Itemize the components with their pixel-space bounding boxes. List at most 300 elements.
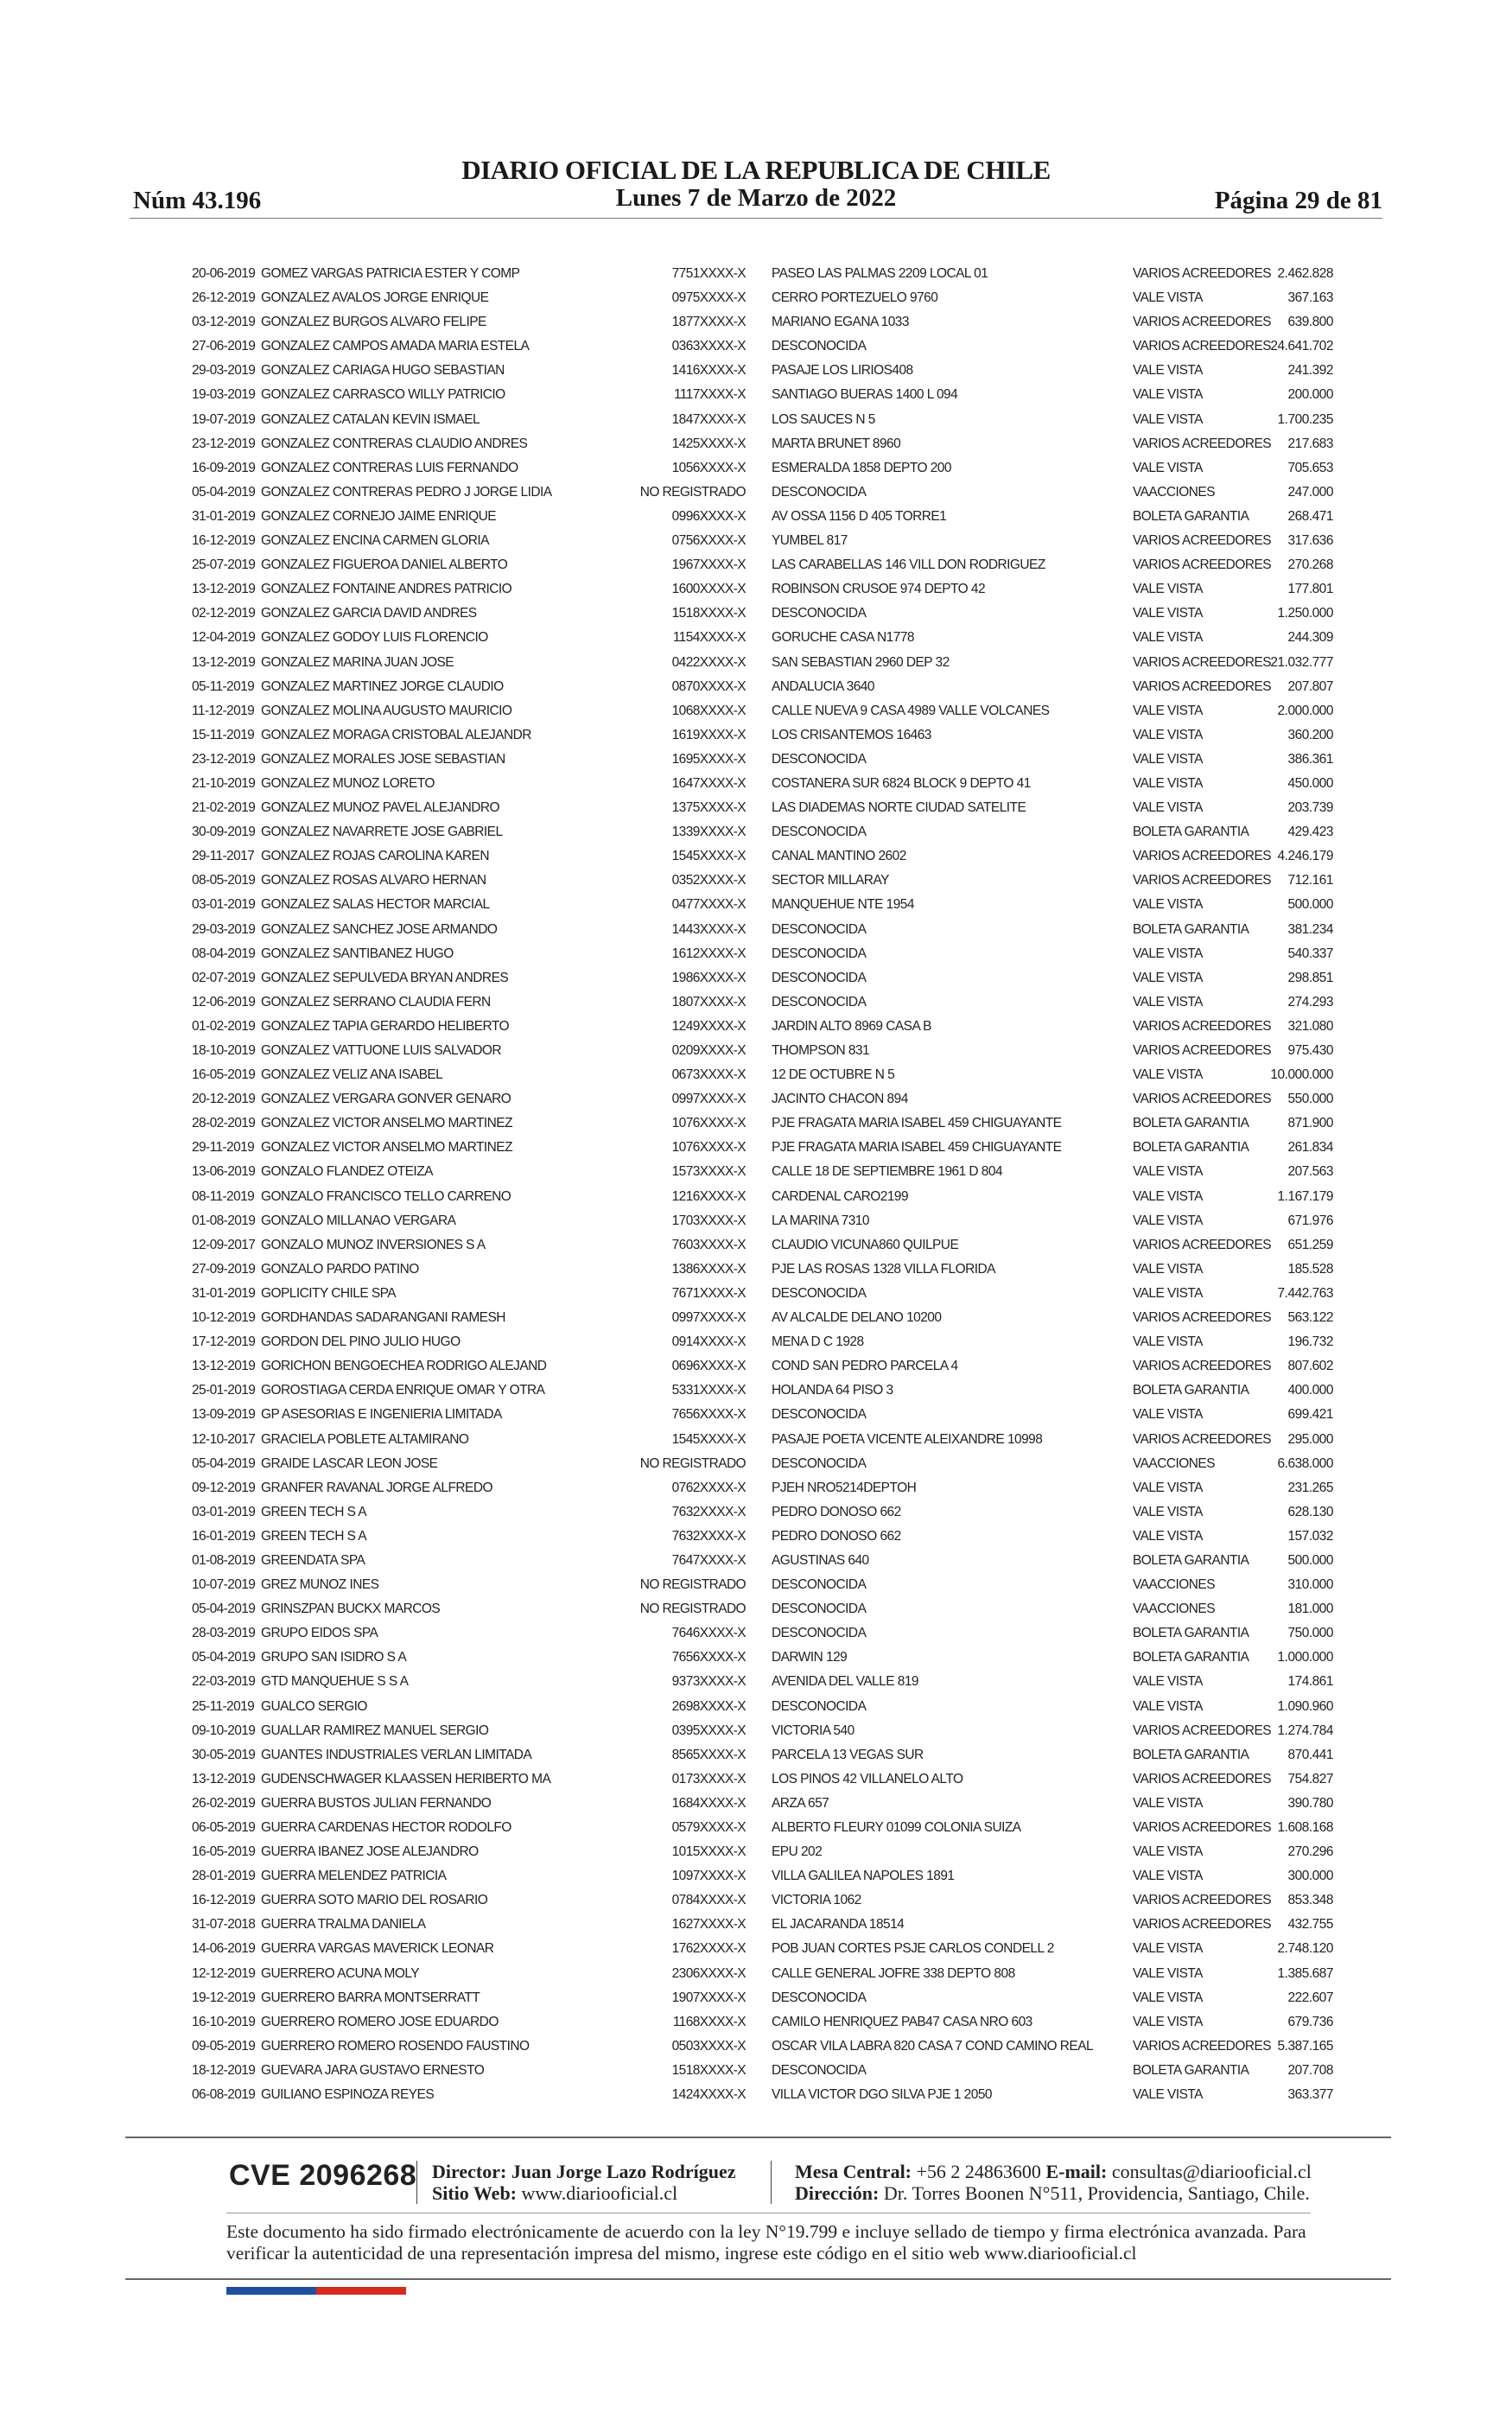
table-row [0,1646,1512,1670]
cell-address: JACINTO CHACON 894 [772,1092,908,1107]
table-row [0,1379,1512,1403]
cell-name: GONZALEZ SANTIBANEZ HUGO [261,946,454,961]
cell-amount: 241.392 [1287,363,1333,379]
cell-rut: 2306XXXX-X [671,1965,746,1981]
cell-type: VARIOS ACREEDORES [1133,266,1272,281]
cell-address: AV ALCALDE DELANO 10200 [772,1310,942,1326]
issue-number: Núm 43.196 [133,187,262,214]
cell-date: 16-10-2019 [192,2014,256,2029]
cell-address: PJEH NRO5214DEPTOH [772,1480,917,1495]
cell-amount: 432.755 [1287,1917,1333,1933]
cell-amount: 274.293 [1287,994,1333,1009]
table-row [0,2035,1512,2059]
cell-name: GORDHANDAS SADARANGANI RAMESH [261,1310,505,1326]
table-row [0,2083,1512,2107]
flag-bar-blue [226,2287,316,2295]
table-row [0,1937,1512,1961]
cell-address: ARZA 657 [772,1795,829,1811]
table-row [0,1282,1512,1306]
table-row [0,1695,1512,1719]
cell-type: VALE VISTA [1133,1528,1203,1544]
cell-type: BOLETA GARANTIA [1133,1552,1249,1568]
cell-date: 25-11-2019 [192,1698,255,1714]
cell-address: CLAUDIO VICUNA860 QUILPUE [772,1237,959,1252]
table-row [0,1330,1512,1354]
cell-amount: 1.250.000 [1277,606,1333,621]
cell-type: VALE VISTA [1133,800,1203,816]
cell-address: EL JACARANDA 18514 [772,1917,905,1933]
cell-type: VARIOS ACREEDORES [1133,1431,1272,1447]
cell-address: SAN SEBASTIAN 2960 DEP 32 [772,654,950,670]
footer-bottom-rule [125,2278,1391,2280]
cell-address: PASEO LAS PALMAS 2209 LOCAL 01 [772,266,988,281]
cell-address: DESCONOCIDA [772,484,867,500]
cell-amount: 386.361 [1287,751,1333,767]
cell-rut: 1425XXXX-X [671,436,746,451]
table-row [0,651,1512,675]
cell-address: LOS PINOS 42 VILLANELO ALTO [772,1771,963,1786]
cell-name: GONZALEZ MORALES JOSE SEBASTIAN [261,751,505,767]
cell-name: GONZALEZ VATTUONE LUIS SALVADOR [261,1043,502,1058]
cell-address: 12 DE OCTUBRE N 5 [772,1067,895,1083]
cell-address: LAS CARABELLAS 146 VILL DON RODRIGUEZ [772,557,1045,573]
cell-date: 11-12-2019 [192,703,255,718]
table-row [0,1403,1512,1427]
cell-name: GONZALEZ CONTRERAS CLAUDIO ANDRES [261,436,528,451]
cell-amount: 6.638.000 [1277,1455,1333,1471]
cell-type: VALE VISTA [1133,946,1203,961]
cell-name: GONZALEZ MORAGA CRISTOBAL ALEJANDR [261,727,531,742]
cell-type: VAACCIONES [1133,1602,1215,1617]
cell-date: 05-04-2019 [192,1455,256,1471]
cell-date: 08-11-2019 [192,1188,255,1204]
cell-name: GONZALO MUNOZ INVERSIONES S A [261,1237,486,1252]
cell-rut: 0997XXXX-X [671,1310,746,1326]
cell-address: DESCONOCIDA [772,1577,867,1593]
cell-address: PJE LAS ROSAS 1328 VILLA FLORIDA [772,1261,995,1277]
cell-amount: 1.700.235 [1277,411,1333,427]
table-row [0,918,1512,942]
table-row [0,723,1512,748]
cell-name: GUERRA MELENDEZ PATRICIA [261,1869,447,1884]
cell-name: GONZALEZ GODOY LUIS FLORENCIO [261,630,488,646]
cell-name: GOMEZ VARGAS PATRICIA ESTER Y COMP [261,266,520,281]
cell-rut: NO REGISTRADO [639,1577,746,1593]
cell-type: VALE VISTA [1133,411,1203,427]
cell-name: GONZALEZ MUNOZ LORETO [261,775,435,791]
table-row [0,602,1512,626]
cell-amount: 2.748.120 [1277,1941,1333,1957]
cell-rut: 7646XXXX-X [671,1626,746,1641]
cell-amount: 174.861 [1287,1674,1333,1690]
cell-rut: 1216XXXX-X [671,1188,746,1204]
cell-rut: 1076XXXX-X [671,1140,746,1156]
site-link[interactable]: www.diariooficial.cl [521,2182,678,2204]
table-row [0,577,1512,602]
cell-name: GONZALEZ FIGUEROA DANIEL ALBERTO [261,557,508,573]
mesa-label: Mesa Central: [795,2161,912,2182]
cell-rut: 0673XXXX-X [671,1067,746,1083]
cell-name: GREEN TECH S A [261,1528,367,1544]
cell-type: VALE VISTA [1133,1990,1203,2005]
cell-type: VAACCIONES [1133,1455,1215,1471]
cell-rut: 5331XXXX-X [671,1383,746,1398]
cell-date: 05-04-2019 [192,484,256,500]
cell-amount: 628.130 [1287,1504,1333,1519]
cell-amount: 5.387.165 [1277,2038,1333,2054]
cell-address: PARCELA 13 VEGAS SUR [772,1747,924,1762]
cell-date: 26-12-2019 [192,290,256,306]
cell-name: GONZALEZ VERGARA GONVER GENARO [261,1092,511,1107]
cell-date: 10-12-2019 [192,1310,256,1326]
cell-type: VALE VISTA [1133,994,1203,1009]
cell-name: GUERRERO ACUNA MOLY [261,1965,420,1981]
cell-type: VALE VISTA [1133,2014,1203,2029]
cell-name: GRANFER RAVANAL JORGE ALFREDO [261,1480,492,1495]
cell-type: BOLETA GARANTIA [1133,1626,1249,1641]
cell-type: VARIOS ACREEDORES [1133,557,1272,573]
cell-type: VARIOS ACREEDORES [1133,1723,1272,1738]
cell-amount: 975.430 [1287,1043,1333,1058]
cell-name: GRINSZPAN BUCKX MARCOS [261,1602,441,1617]
cell-type: BOLETA GARANTIA [1133,1116,1249,1131]
cell-address: EPU 202 [772,1844,823,1860]
cell-name: GONZALEZ NAVARRETE JOSE GABRIEL [261,825,503,840]
table-row [0,1306,1512,1330]
cell-date: 31-07-2018 [192,1917,256,1933]
table-row [0,1258,1512,1282]
cell-address: VICTORIA 1062 [772,1893,861,1908]
table-row [0,796,1512,820]
cell-address: PJE FRAGATA MARIA ISABEL 459 CHIGUAYANTE [772,1116,1062,1131]
cell-type: VARIOS ACREEDORES [1133,2038,1272,2054]
cell-type: VALE VISTA [1133,1285,1203,1301]
table-row [0,1160,1512,1184]
cell-type: VALE VISTA [1133,1480,1203,1495]
cell-name: GRUPO EIDOS SPA [261,1626,378,1641]
cell-type: VARIOS ACREEDORES [1133,1917,1272,1933]
cell-name: GONZALEZ FONTAINE ANDRES PATRICIO [261,582,512,597]
cell-rut: 1416XXXX-X [671,363,746,379]
cell-type: VALE VISTA [1133,1941,1203,1957]
table-row [0,2010,1512,2035]
email-link[interactable]: consultas@diariooficial.cl [1111,2161,1312,2182]
cell-rut: 0477XXXX-X [671,897,746,913]
cell-type: VALE VISTA [1133,606,1203,621]
cell-type: VALE VISTA [1133,1869,1203,1884]
cell-address: THOMPSON 831 [772,1043,870,1058]
cell-type: VALE VISTA [1133,751,1203,767]
cell-date: 29-03-2019 [192,921,256,937]
cell-amount: 500.000 [1287,897,1333,913]
cell-type: VARIOS ACREEDORES [1133,654,1272,670]
cell-rut: 7632XXXX-X [671,1528,746,1544]
cell-rut: 1424XXXX-X [671,2087,746,2103]
cell-rut: 7671XXXX-X [671,1285,746,1301]
cell-address: MARTA BRUNET 8960 [772,436,901,451]
cell-name: GREEN TECH S A [261,1504,367,1519]
cell-date: 22-03-2019 [192,1674,256,1690]
cell-amount: 203.739 [1287,800,1333,816]
table-row [0,1888,1512,1913]
cell-address: CALLE NUEVA 9 CASA 4989 VALLE VOLCANES [772,703,1050,718]
cell-name: GUALLAR RAMIREZ MANUEL SERGIO [261,1723,489,1738]
cell-rut: 1762XXXX-X [671,1941,746,1957]
cell-date: 05-04-2019 [192,1650,256,1665]
cell-address: SECTOR MILLARAY [772,873,889,888]
cell-type: VALE VISTA [1133,460,1203,475]
cell-amount: 21.032.777 [1270,654,1333,670]
table-row [0,408,1512,432]
cell-rut: 1545XXXX-X [671,1431,746,1447]
cell-name: GUERRA BUSTOS JULIAN FERNANDO [261,1795,492,1811]
cell-date: 19-03-2019 [192,387,256,403]
cell-type: VALE VISTA [1133,1504,1203,1519]
cell-rut: 1117XXXX-X [673,387,746,403]
cell-amount: 268.471 [1287,508,1333,524]
cell-amount: 639.800 [1287,315,1333,330]
cell-type: VARIOS ACREEDORES [1133,1092,1272,1107]
cell-date: 16-09-2019 [192,460,256,475]
table-row [0,626,1512,650]
cell-type: VALE VISTA [1133,1698,1203,1714]
cell-rut: 1168XXXX-X [672,2014,746,2029]
table-row [0,1233,1512,1258]
table-row [0,1573,1512,1597]
cell-address: JARDIN ALTO 8969 CASA B [772,1018,931,1034]
publication-date: Lunes 7 de Marzo de 2022 [615,184,897,212]
cell-rut: 8565XXXX-X [671,1747,746,1762]
cell-name: GONZALEZ TAPIA GERARDO HELIBERTO [261,1018,510,1034]
cell-address: DESCONOCIDA [772,2062,867,2078]
cell-type: VALE VISTA [1133,630,1203,646]
cell-name: GTD MANQUEHUE S S A [261,1674,409,1690]
cell-rut: 7647XXXX-X [671,1552,746,1568]
cell-amount: 1.000.000 [1277,1650,1333,1665]
table-row [0,1840,1512,1864]
cell-amount: 1.274.784 [1277,1723,1333,1738]
cell-amount: 207.563 [1287,1164,1333,1180]
cell-address: POB JUAN CORTES PSJE CARLOS CONDELL 2 [772,1941,1054,1957]
cell-address: COSTANERA SUR 6824 BLOCK 9 DEPTO 41 [772,775,1031,791]
cell-date: 14-06-2019 [192,1941,256,1957]
cell-name: GUERRA IBANEZ JOSE ALEJANDRO [261,1844,479,1860]
cell-amount: 157.032 [1287,1528,1333,1544]
cell-date: 02-07-2019 [192,970,256,985]
table-row [0,432,1512,456]
cell-date: 01-02-2019 [192,1018,256,1034]
cell-amount: 540.337 [1287,946,1333,961]
cell-address: PJE FRAGATA MARIA ISABEL 459 CHIGUAYANTE [772,1140,1062,1156]
cell-name: GONZALEZ MARTINEZ JORGE CLAUDIO [261,678,504,694]
cell-address: VICTORIA 540 [772,1723,854,1738]
cell-type: VALE VISTA [1133,897,1203,913]
cell-address: CERRO PORTEZUELO 9760 [772,290,938,306]
cell-amount: 807.602 [1287,1359,1333,1374]
cell-type: VALE VISTA [1133,703,1203,718]
table-row [0,1428,1512,1452]
table-row [0,310,1512,334]
table-row [0,748,1512,772]
cell-amount: 381.234 [1287,921,1333,937]
cell-date: 18-12-2019 [192,2062,256,2078]
cell-rut: 9373XXXX-X [671,1674,746,1690]
cell-rut: 0996XXXX-X [671,508,746,524]
cell-type: VALE VISTA [1133,387,1203,403]
cell-date: 31-01-2019 [192,508,256,524]
cell-date: 12-06-2019 [192,994,256,1009]
cell-rut: 1249XXXX-X [671,1018,746,1034]
cell-amount: 207.807 [1287,678,1333,694]
cell-name: GONZALO FLANDEZ OTEIZA [261,1164,433,1180]
table-row [0,262,1512,286]
table-row [0,1500,1512,1525]
cell-name: GOPLICITY CHILE SPA [261,1285,397,1301]
cell-name: GUALCO SERGIO [261,1698,367,1714]
cell-amount: 4.246.179 [1277,849,1333,864]
cell-name: GONZALEZ CONTRERAS PEDRO J JORGE LIDIA [261,484,552,500]
cell-amount: 500.000 [1287,1552,1333,1568]
cell-name: GUERRA VARGAS MAVERICK LEONAR [261,1941,494,1957]
cell-name: GRUPO SAN ISIDRO S A [261,1650,407,1665]
cell-date: 01-08-2019 [192,1552,256,1568]
cell-date: 13-12-2019 [192,654,256,670]
cell-rut: 1967XXXX-X [671,557,746,573]
director-label: Director: [432,2161,507,2182]
cell-amount: 2.000.000 [1277,703,1333,718]
footer-box [125,2150,1400,2211]
cell-type: VALE VISTA [1133,1261,1203,1277]
table-row [0,1476,1512,1500]
cell-type: BOLETA GARANTIA [1133,921,1249,937]
footer-divider [416,2161,417,2204]
cell-amount: 217.683 [1287,436,1333,451]
cell-type: VARIOS ACREEDORES [1133,1310,1272,1326]
cell-date: 13-12-2019 [192,1359,256,1374]
cell-type: VAACCIONES [1133,1577,1215,1593]
cell-amount: 261.834 [1287,1140,1333,1156]
cell-name: GONZALO MILLANAO VERGARA [261,1213,456,1228]
records-table [0,262,1512,2107]
cell-type: BOLETA GARANTIA [1133,1650,1249,1665]
cell-address: DARWIN 129 [772,1650,848,1665]
cell-address: ALBERTO FLEURY 01099 COLONIA SUIZA [772,1820,1021,1835]
footer-divider [771,2161,772,2204]
cell-address: LOS CRISANTEMOS 16463 [772,727,931,742]
cell-amount: 360.200 [1287,727,1333,742]
table-row [0,359,1512,383]
cell-rut: 1986XXXX-X [671,970,746,985]
cell-rut: 1807XXXX-X [671,994,746,1009]
cell-name: GONZALEZ MUNOZ PAVEL ALEJANDRO [261,800,500,816]
cell-address: CALLE GENERAL JOFRE 338 DEPTO 808 [772,1965,1015,1981]
cell-date: 30-09-2019 [192,825,256,840]
cve-code: CVE 2096268 [229,2159,417,2192]
table-row [0,1185,1512,1209]
table-row [0,1039,1512,1063]
cell-name: GP ASESORIAS E INGENIERIA LIMITADA [261,1407,502,1423]
page-header [130,156,1382,216]
cell-type: BOLETA GARANTIA [1133,508,1249,524]
cell-type: VALE VISTA [1133,1674,1203,1690]
cell-type: VALE VISTA [1133,775,1203,791]
cell-name: GONZALEZ ROJAS CAROLINA KAREN [261,849,489,864]
cell-amount: 177.801 [1287,582,1333,597]
cell-rut: 1545XXXX-X [671,849,746,864]
table-row [0,990,1512,1015]
cell-address: HOLANDA 64 PISO 3 [772,1383,893,1398]
cell-date: 28-02-2019 [192,1116,256,1131]
cell-date: 13-12-2019 [192,1771,256,1786]
cell-name: GREZ MUNOZ INES [261,1577,379,1593]
cell-type: VALE VISTA [1133,1213,1203,1228]
table-row [0,1354,1512,1379]
cell-type: VALE VISTA [1133,1164,1203,1180]
cell-amount: 298.851 [1287,970,1333,985]
cell-rut: 1600XXXX-X [671,582,746,597]
cell-name: GONZALEZ CAMPOS AMADA MARIA ESTELA [261,339,530,354]
cell-date: 31-01-2019 [192,1285,256,1301]
cell-amount: 750.000 [1287,1626,1333,1641]
cell-name: GONZALEZ VELIZ ANA ISABEL [261,1067,443,1083]
table-row [0,456,1512,481]
footer-top-rule [125,2137,1391,2138]
cell-amount: 244.309 [1287,630,1333,646]
contact-block [795,2161,1312,2204]
cell-rut: 1339XXXX-X [671,825,746,840]
cell-type: BOLETA GARANTIA [1133,825,1249,840]
cell-name: GUERRERO ROMERO ROSENDO FAUSTINO [261,2038,530,2054]
cell-address: PEDRO DONOSO 662 [772,1528,901,1544]
cell-name: GONZALO FRANCISCO TELLO CARRENO [261,1188,511,1204]
cell-rut: 0395XXXX-X [671,1723,746,1738]
cell-amount: 222.607 [1287,1990,1333,2005]
table-row [0,1913,1512,1937]
director-block [432,2161,736,2204]
cell-date: 21-10-2019 [192,775,256,791]
cell-rut: 7656XXXX-X [671,1407,746,1423]
cell-name: GONZALEZ VICTOR ANSELMO MARTINEZ [261,1116,513,1131]
cell-address: AGUSTINAS 640 [772,1552,869,1568]
cell-address: CANAL MANTINO 2602 [772,849,906,864]
cell-amount: 1.608.168 [1277,1820,1333,1835]
cell-date: 18-10-2019 [192,1043,256,1058]
cell-date: 10-07-2019 [192,1577,256,1593]
cell-rut: 1068XXXX-X [671,703,746,718]
cell-type: VALE VISTA [1133,290,1203,306]
site-label: Sitio Web: [432,2182,518,2204]
cell-address: DESCONOCIDA [772,1990,867,2005]
cell-amount: 870.441 [1287,1747,1333,1762]
cell-name: GRACIELA POBLETE ALTAMIRANO [261,1431,469,1447]
publication-title: DIARIO OFICIAL DE LA REPUBLICA DE CHILE [461,155,1051,185]
table-row [0,1111,1512,1136]
cell-rut: 1847XXXX-X [671,411,746,427]
cell-address: VILLA VICTOR DGO SILVA PJE 1 2050 [772,2087,992,2103]
table-row [0,1015,1512,1039]
cell-date: 23-12-2019 [192,436,256,451]
cell-amount: 550.000 [1287,1092,1333,1107]
cell-type: VARIOS ACREEDORES [1133,1359,1272,1374]
cell-date: 15-11-2019 [192,727,255,742]
cell-address: DESCONOCIDA [772,606,867,621]
cell-date: 29-11-2019 [192,1140,255,1156]
cell-name: GONZALEZ SALAS HECTOR MARCIAL [261,897,490,913]
table-row [0,869,1512,893]
cell-name: GUERRA SOTO MARIO DEL ROSARIO [261,1893,488,1908]
cell-amount: 200.000 [1287,387,1333,403]
cell-amount: 400.000 [1287,1383,1333,1398]
